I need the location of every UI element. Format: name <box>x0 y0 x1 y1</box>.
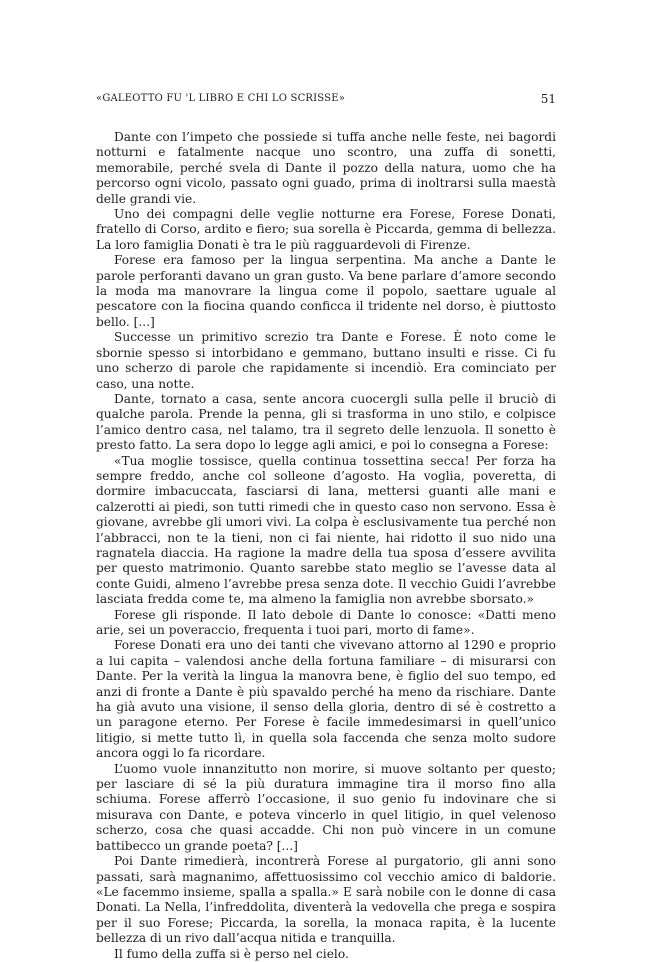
running-head <box>96 93 556 111</box>
sonnet-quote-paragraph: «Tua moglie tossisce, quella continua tossettina secca! Per forza ha sempre freddo, anche col solleone d’agosto. Ha voglia, poveretta, di dormire imbacuccata, fasciarsi di lana, mettersi guanti alle mani e calzerotti ai piedi, son tutti rimedi che in questo caso non servono. Essa è giovane, avrebbe gli umori vivi. La colpa è esclusivamente tua perché non l’abbracci, non te la tieni, non ci fai niente, hai ridotto il suo nido una ragnatela diaccia. Ha ragione la madre della tua sposa d’essere avvilita per questo matrimonio. Quanto sarebbe stato meglio se l’avesse data al conte Guidi, almeno l’avrebbe presa senza dote. Il vecchio Guidi l’avrebbe lasciata fredda come te, ma almeno la famiglia non avrebbe sborsato.» <box>96 453 556 607</box>
paragraph: Uno dei compagni delle veglie notturne era Forese, Forese Donati, fratello di Corso, ardito e fiero; sua sorella è Piccarda, gemma di bellezza. La loro famiglia Donati è tra le più ragguardevoli di Firenze. <box>96 207 556 252</box>
paragraph: Dante con l’impeto che possiede si tuffa anche nelle feste, nei bagordi notturni e fatalmente nacque uno scontro, una zuffa di sonetti, memorabile, perché svela di Dante il pozzo della natura, uomo che ha percorso ogni vicolo, passato ogni guado, prima di inoltrarsi sulla maestà delle grandi vie. <box>96 130 556 206</box>
paragraph: Dante, tornato a casa, sente ancora cuocergli sulla pelle il bruciò di qualche parola. Prende la penna, gli si trasforma in uno stilo, e colpisce l’amico dentro casa, nel talamo, tra il segreto delle lenzuola. Il sonetto è presto fatto. La sera dopo lo legge agli amici, e poi lo consegna a Forese: <box>96 391 556 453</box>
paragraph: Poi Dante rimedierà, incontrerà Forese al purgatorio, gli anni sono passati, sarà magnanimo, affettuosissimo col vecchio amico di baldorie. «Le facemmo insieme, spalla a spalla.» E sarà nobile con le donne di casa Donati. La Nella, l’infreddolita, diventerà la vedovella che prega e sospira per il suo Forese; Piccarda, la sorella, la monaca rapita, è la lucente bellezza di un rivo dall’acqua nitida e tranquilla. <box>96 854 556 946</box>
paragraph: Successe un primitivo screzio tra Dante e Forese. È noto come le sbornie spesso si intorbidano e gemmano, buttano insulti e risse. Ci fu uno scherzo di parole che rapidamente si incendiò. Era cominciato per caso, una notte. <box>96 330 556 391</box>
running-title: «GALEOTTO FU 'L LIBRO E CHI LO SCRISSE» <box>96 93 346 104</box>
paragraph: Il fumo della zuffa si è perso nel cielo. <box>114 946 349 961</box>
paragraph: Forese Donati era uno dei tanti che vivevano attorno al 1290 e proprio a lui capita – valendosi anche della fortuna familiare – di misurarsi con Dante. Per la verità la lingua la manovra bene, è figlio del suo tempo, ed anzi di fronte a Dante è più spavaldo perché ha meno da rischiare. Dante ha già avuto una visione, il senso della gloria, dentro di sé è costretto a un paragone eterno. Per Forese è facile immedesimarsi in quell’unico litigio, si mette tutto lì, in quella sola faccenda che senza molto sudore ancora oggi lo fa ricordare. <box>96 638 556 761</box>
paragraph: Forese gli risponde. Il lato debole di Dante lo conosce: «Datti meno arie, sei un poveraccio, frequenta i tuoi pari, morto di fame». <box>96 607 556 637</box>
page-number: 51 <box>540 92 556 106</box>
paragraph: L’uomo vuole innanzitutto non morire, si muove soltanto per questo; per lasciare di sé la più duratura immagine tira il morso fino alla schiuma. Forese afferrò l’occasione, il suo genio fu indovinare che si misurava con Dante, e poteva vincerlo in quel litigio, in quel velenoso scherzo, cosa che quasi accadde. Chi non può vincere in un comune battibecco un grande poeta? [...] <box>96 761 556 853</box>
body-text <box>96 130 556 962</box>
paragraph: Forese era famoso per la lingua serpentina. Ma anche a Dante le parole perforanti davano un gran gusto. Va bene parlare d’amore secondo la moda ma manovrare la lingua come il popolo, saettare uguale al pescatore con la fiocina quando conficca il tridente nel dorso, è piuttosto bello. [...] <box>96 253 556 329</box>
